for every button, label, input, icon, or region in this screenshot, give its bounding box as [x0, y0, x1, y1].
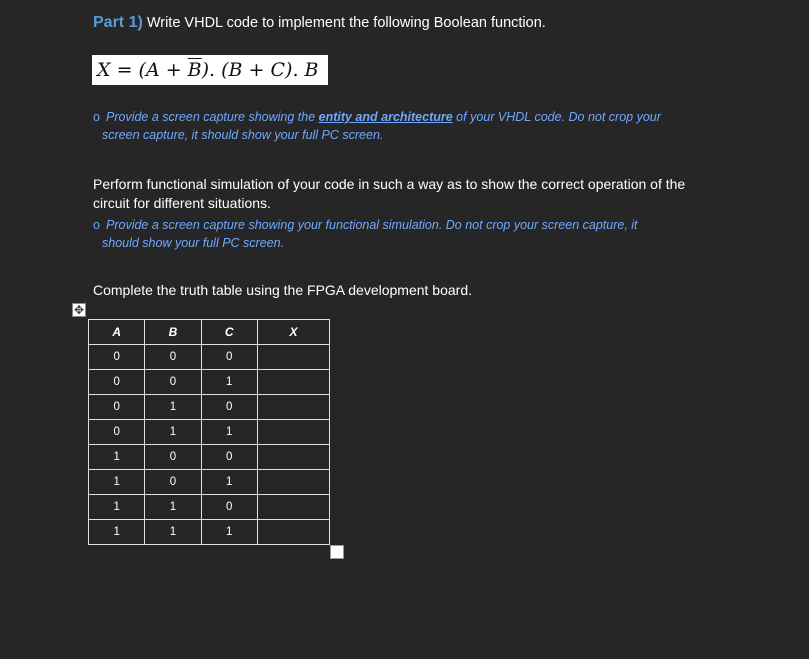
bullet-text-after: of your VHDL code. Do not crop your [452, 110, 661, 124]
part-heading [93, 14, 546, 32]
table-header-row [89, 320, 330, 345]
cell-b[interactable]: 1 [145, 395, 201, 420]
bullet-text-line1: Provide a screen capture showing your functional simulation. Do not crop your screen capture, it [106, 218, 638, 232]
table-row [89, 395, 330, 420]
cell-x[interactable] [257, 395, 329, 420]
cell-x[interactable] [257, 420, 329, 445]
cell-c[interactable]: 0 [201, 495, 257, 520]
heading-text: Write VHDL code to implement the following Boolean function. [146, 15, 546, 31]
bullet-functional-simulation [93, 216, 713, 252]
part-label: Part 1) [93, 14, 143, 31]
table-row [89, 420, 330, 445]
cell-c[interactable]: 0 [201, 345, 257, 370]
header-x: X [257, 320, 329, 345]
simulation-paragraph: Perform functional simulation of your code in such a way as to show the correct operation of the circuit for different situations. [93, 176, 686, 211]
truth-table-paragraph: Complete the truth table using the FPGA development board. [93, 282, 473, 298]
cell-x[interactable] [257, 445, 329, 470]
cell-b[interactable]: 1 [145, 420, 201, 445]
cell-x[interactable] [257, 470, 329, 495]
cell-b[interactable]: 0 [145, 445, 201, 470]
cell-b[interactable]: 0 [145, 345, 201, 370]
cell-a[interactable]: 0 [89, 420, 145, 445]
cell-a[interactable]: 1 [89, 495, 145, 520]
cell-a[interactable]: 1 [89, 520, 145, 545]
cell-c[interactable]: 0 [201, 445, 257, 470]
table-row [89, 495, 330, 520]
cell-x[interactable] [257, 345, 329, 370]
cell-b[interactable]: 1 [145, 520, 201, 545]
header-c: C [201, 320, 257, 345]
table-row [89, 520, 330, 545]
header-a: A [89, 320, 145, 345]
cell-x[interactable] [257, 370, 329, 395]
cell-a[interactable]: 0 [89, 395, 145, 420]
formula-prefix: X = (A + [97, 59, 188, 81]
formula-b-bar: $\overline{B}$ [187, 59, 202, 81]
cell-c[interactable]: 1 [201, 520, 257, 545]
cell-x[interactable] [257, 520, 329, 545]
bullet-marker: o [93, 110, 100, 124]
cell-c[interactable]: 1 [201, 370, 257, 395]
boolean-formula[interactable] [92, 55, 328, 85]
table-row [89, 445, 330, 470]
cell-a[interactable]: 1 [89, 445, 145, 470]
cell-x[interactable] [257, 495, 329, 520]
cell-c[interactable]: 0 [201, 395, 257, 420]
entity-architecture-link[interactable]: entity and architecture [318, 110, 453, 124]
cell-c[interactable]: 1 [201, 470, 257, 495]
table-resize-handle[interactable] [330, 545, 344, 559]
formula-suffix: ). (B + C). B [201, 59, 319, 81]
bullet-entity-architecture [93, 108, 713, 144]
cell-b[interactable]: 0 [145, 470, 201, 495]
header-b: B [145, 320, 201, 345]
cell-b[interactable]: 1 [145, 495, 201, 520]
cell-b[interactable]: 0 [145, 370, 201, 395]
table-row [89, 370, 330, 395]
bullet-marker: o [93, 218, 100, 232]
bullet-text-line2: screen capture, it should show your full PC screen. [102, 128, 384, 142]
cell-a[interactable]: 0 [89, 345, 145, 370]
cell-a[interactable]: 1 [89, 470, 145, 495]
bullet-text-line2: should show your full PC screen. [102, 236, 285, 250]
table-row [89, 470, 330, 495]
move-cross-icon[interactable]: ✥ [73, 303, 85, 317]
cell-c[interactable]: 1 [201, 420, 257, 445]
truth-table [88, 319, 330, 545]
bullet-text-before: Provide a screen capture showing the [106, 110, 319, 124]
table-row [89, 345, 330, 370]
cell-a[interactable]: 0 [89, 370, 145, 395]
